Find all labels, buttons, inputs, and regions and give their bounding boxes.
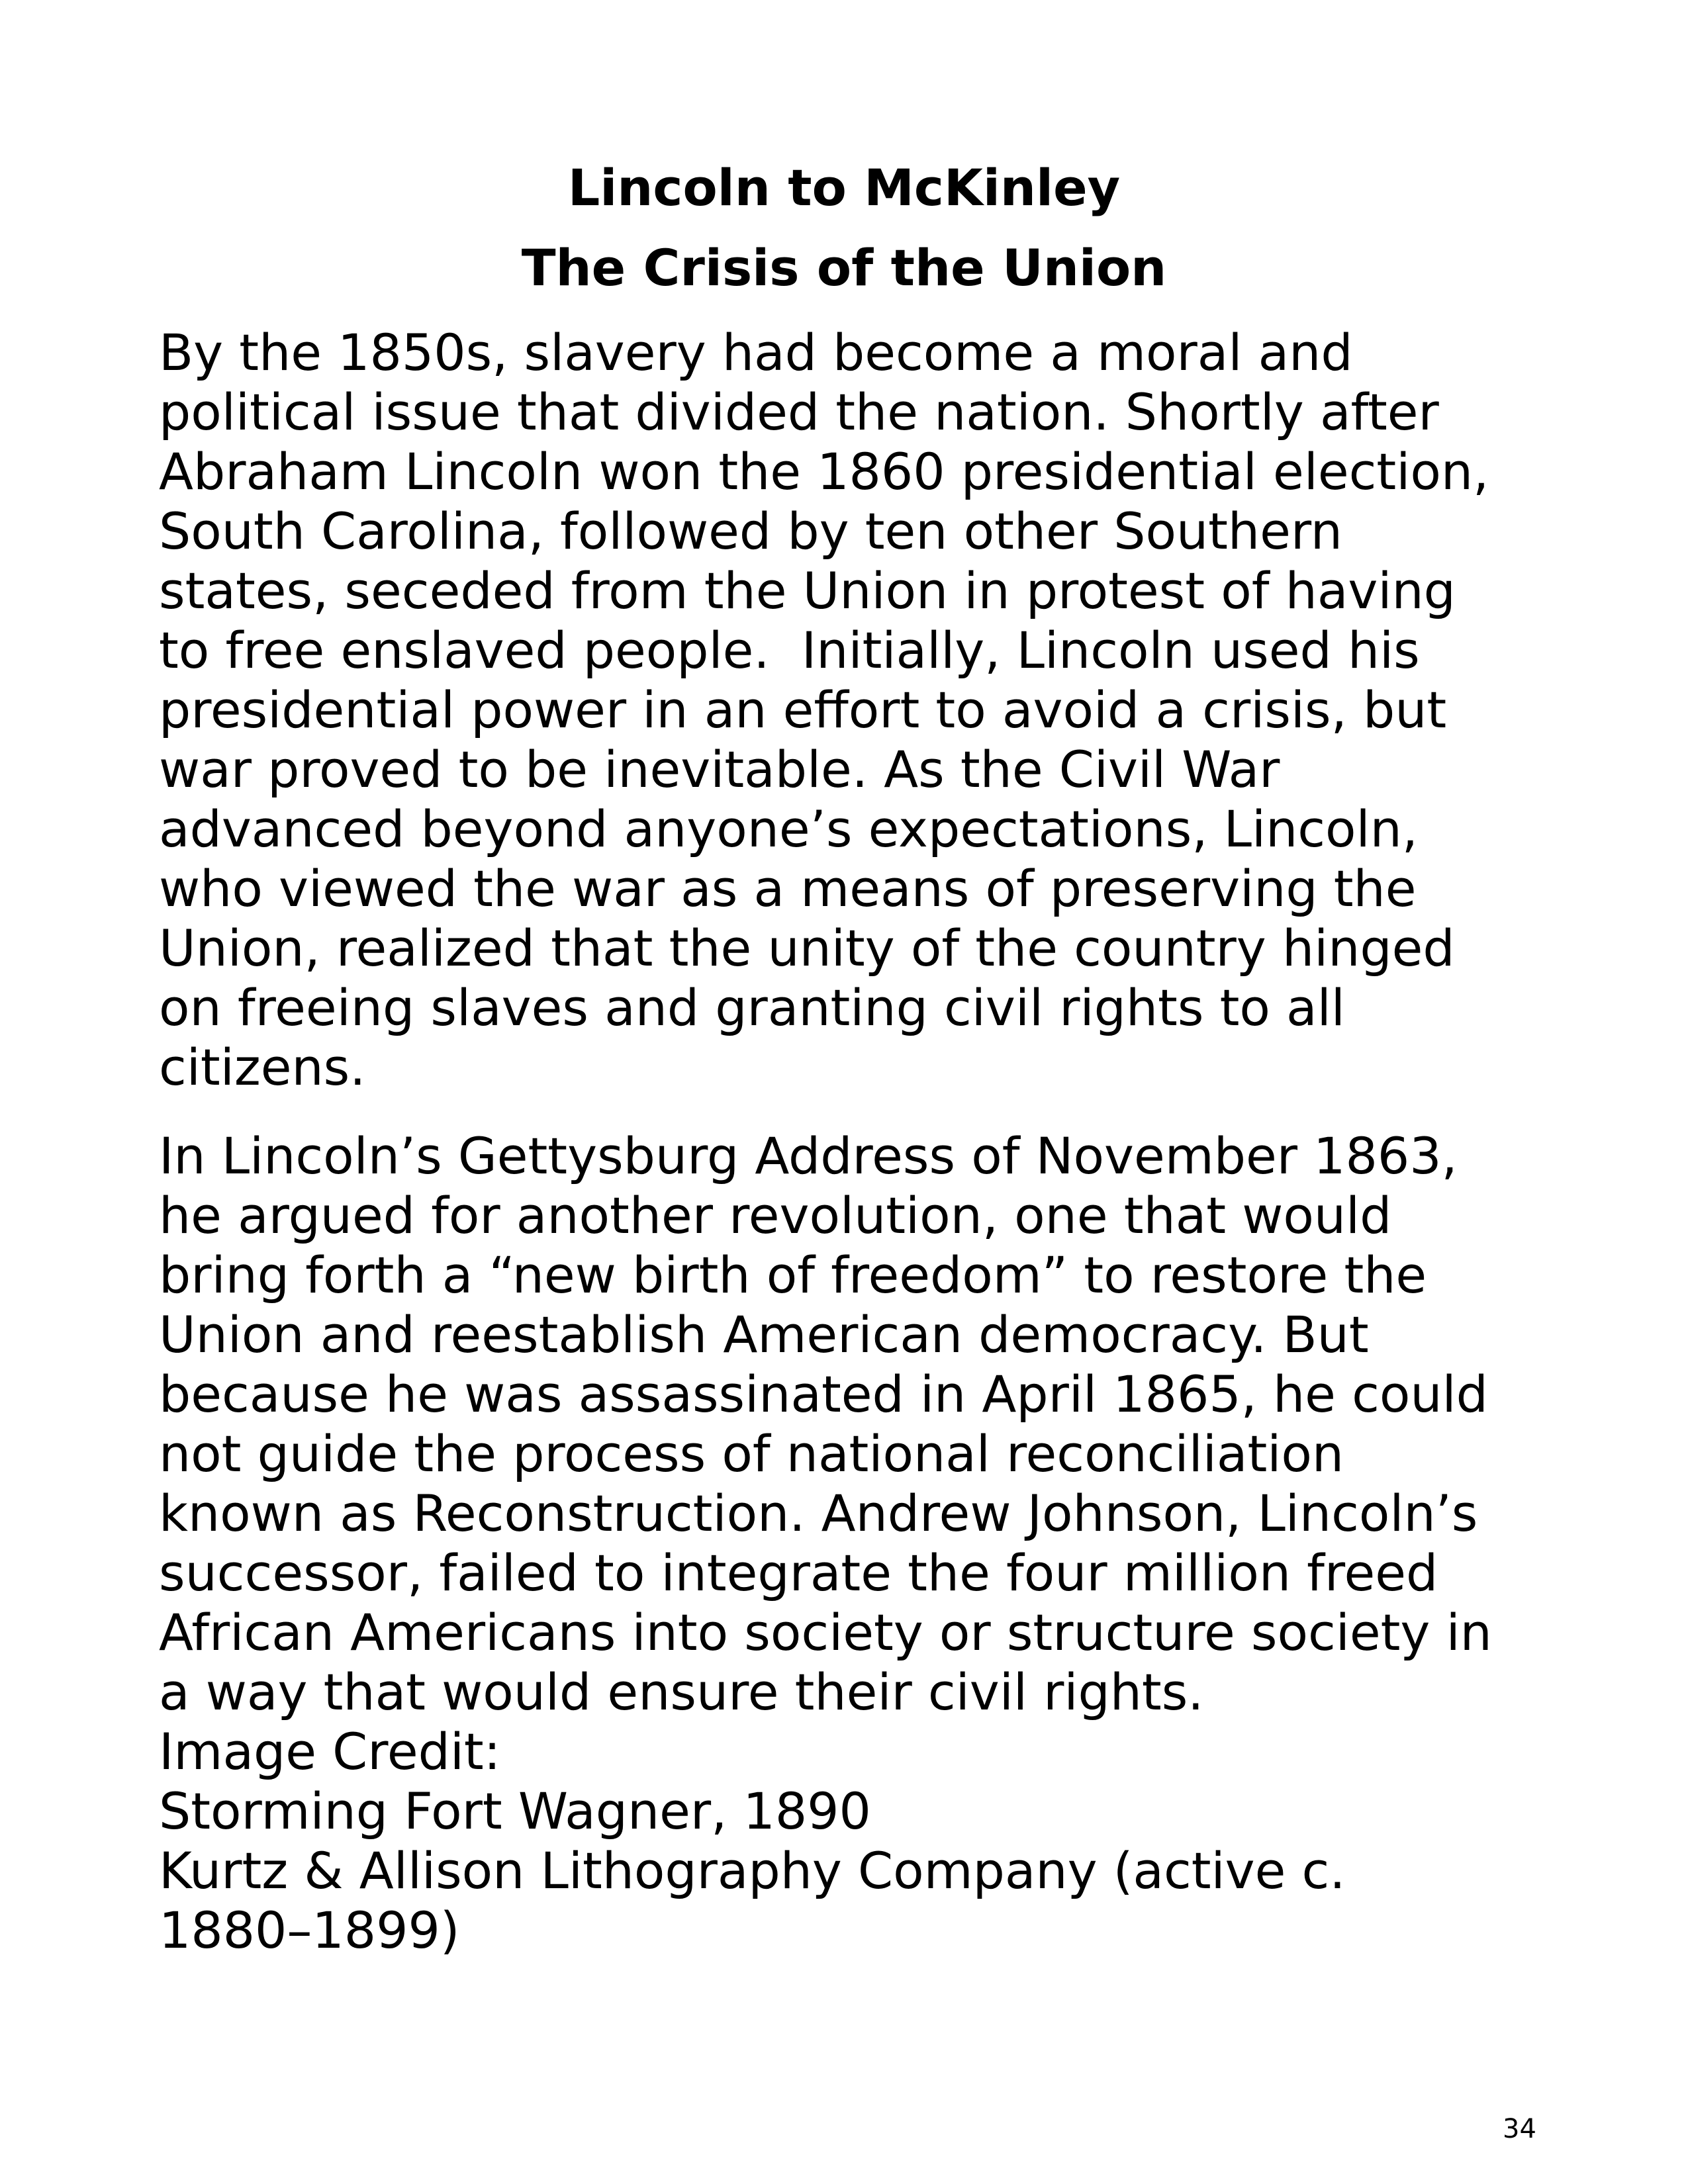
page-title: Lincoln to McKinley: [567, 158, 1121, 217]
paragraph-2-line: a way that would ensure their civil rights.: [159, 1662, 1204, 1721]
paragraph-1-line: advanced beyond anyone’s expectations, Lincoln,: [159, 799, 1418, 858]
paragraph-1-line: political issue that divided the nation. Shortly after: [159, 383, 1439, 441]
image-credit-label: Image Credit:: [159, 1722, 501, 1781]
paragraph-1-line: to free enslaved people. Initially, Lincoln used his: [159, 621, 1420, 680]
paragraph-2-line: In Lincoln’s Gettysburg Address of November 1863,: [159, 1126, 1458, 1185]
paragraph-2-line: because he was assassinated in April 1865, he could: [159, 1365, 1488, 1424]
page-number: 34: [1503, 2114, 1536, 2144]
paragraph-1-line: states, seceded from the Union in protest of having: [159, 561, 1456, 620]
paragraph-1-line: Abraham Lincoln won the 1860 presidential election,: [159, 442, 1489, 501]
paragraph-2-line: not guide the process of national reconciliation: [159, 1424, 1344, 1483]
paragraph-1-line: on freeing slaves and granting civil rights to all: [159, 978, 1345, 1037]
paragraph-2-line: African Americans into society or structure society in: [159, 1603, 1492, 1662]
image-credit-creator: 1880–1899): [159, 1901, 460, 1960]
paragraph-1-line: By the 1850s, slavery had become a moral and: [159, 323, 1353, 382]
paragraph-1-line: who viewed the war as a means of preserving the: [159, 859, 1417, 918]
page-subtitle: The Crisis of the Union: [521, 238, 1167, 297]
paragraph-2-line: successor, failed to integrate the four million freed: [159, 1543, 1438, 1602]
paragraph-2-line: he argued for another revolution, one that would: [159, 1186, 1392, 1245]
paragraph-1-line: South Carolina, followed by ten other Southern: [159, 502, 1342, 561]
paragraph-1-line: war proved to be inevitable. As the Civil War: [159, 740, 1280, 799]
paragraph-1-line: Union, realized that the unity of the country hinged: [159, 919, 1455, 978]
image-credit-work: Storming Fort Wagner, 1890: [159, 1782, 871, 1841]
paragraph-2-line: known as Reconstruction. Andrew Johnson, Lincoln’s: [159, 1484, 1478, 1543]
paragraph-2-line: bring forth a “new birth of freedom” to restore the: [159, 1246, 1427, 1304]
paragraph-1-line: presidential power in an effort to avoid a crisis, but: [159, 680, 1447, 739]
paragraph-1-line: citizens.: [159, 1038, 366, 1097]
paragraph-2-line: Union and reestablish American democracy. But: [159, 1305, 1369, 1364]
image-credit-creator: Kurtz & Allison Lithography Company (active c.: [159, 1841, 1346, 1900]
